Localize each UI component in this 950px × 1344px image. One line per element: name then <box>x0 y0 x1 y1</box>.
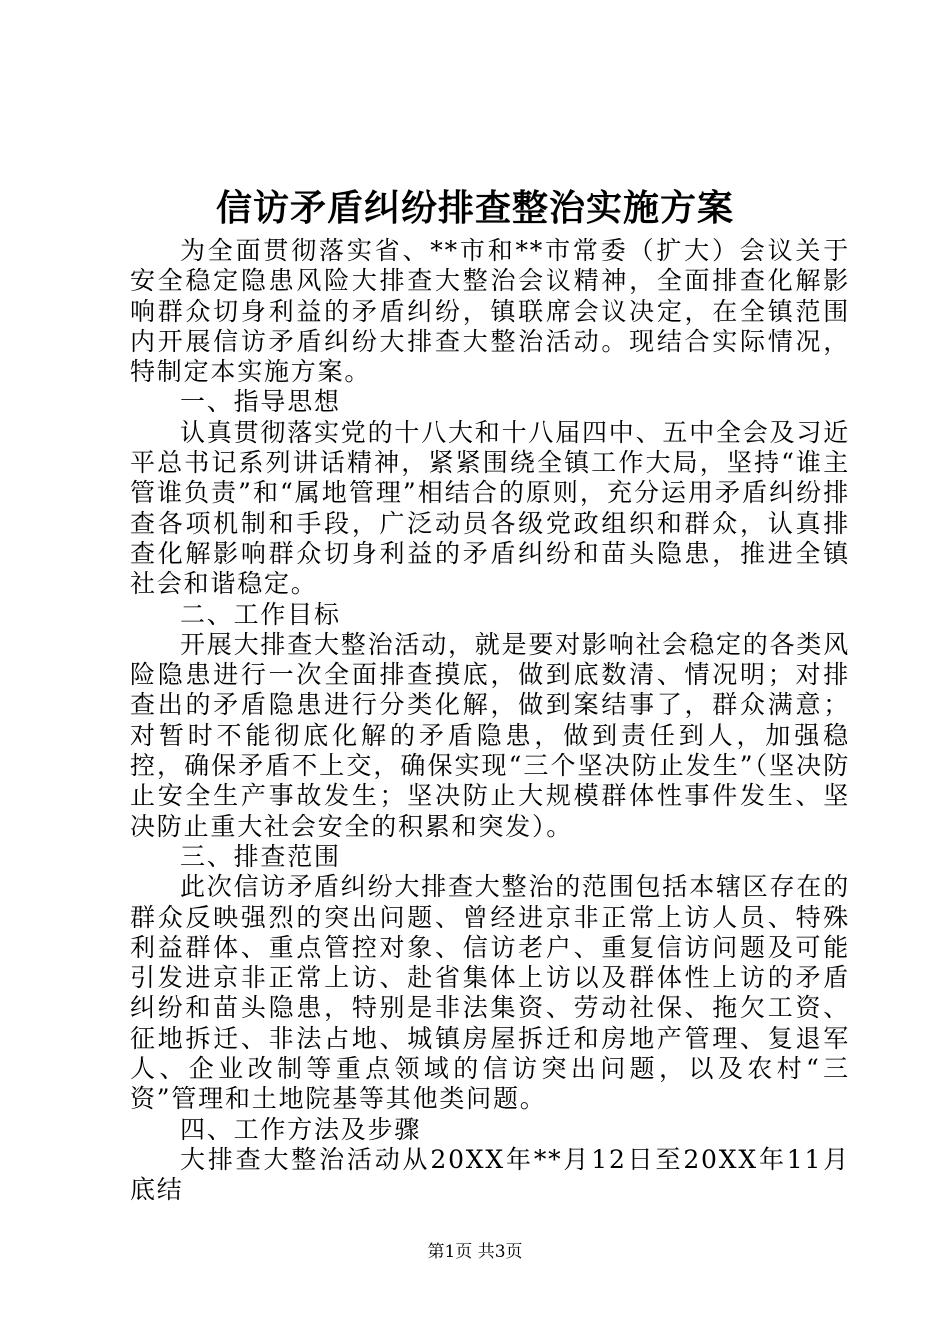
document-title: 信访矛盾纠纷排查整治实施方案 <box>215 187 734 229</box>
intro-paragraph: 为全面贯彻落实省、**市和**市常委（扩大）会议关于安全稳定隐患风险大排查大整治会议精神，全面排查化解影响群众切身利益的矛盾纠纷，镇联席会议决定，在全镇范围内开展信访矛盾纠纷大排查大整治活动。现结合实际情况，特制定本实施方案。 <box>130 236 850 387</box>
section-heading-guiding-ideology: 一、指导思想 <box>180 387 341 417</box>
section-heading-scope: 三、排查范围 <box>180 841 341 871</box>
section-heading-work-goals: 二、工作目标 <box>180 599 341 629</box>
section-heading-methods-steps: 四、工作方法及步骤 <box>180 1114 422 1144</box>
work-goals-paragraph: 开展大排查大整治活动，就是要对影响社会稳定的各类风险隐患进行一次全面排查摸底，做到底数清、情况明；对排查出的矛盾隐患进行分类化解，做到案结事了，群众满意；对暂时不能彻底化解的矛盾隐患，做到责任到人，加强稳控，确保矛盾不上交，确保实现“三个坚决防止发生”（坚决防止安全生产事故发生；坚决防止大规模群体性事件发生、坚决防止重大社会安全的积累和突发）。 <box>130 629 851 841</box>
guiding-ideology-paragraph: 认真贯彻落实党的十八大和十八届四中、五中全会及习近平总书记系列讲话精神，紧紧围绕全镇工作大局，坚持“谁主管谁负责”和“属地管理”相结合的原则，充分运用矛盾纠纷排查各项机制和手段，广泛动员各级党政组织和群众，认真排查化解影响群众切身利益的矛盾纠纷和苗头隐患，推进全镇社会和谐稳定。 <box>130 417 851 599</box>
methods-steps-paragraph: 大排查大整治活动从20XX年**月12日至20XX年11月底结 <box>130 1144 850 1205</box>
page-footer: 第1页 共3页 <box>427 1242 523 1262</box>
document-body <box>130 236 850 1206</box>
scope-paragraph: 此次信访矛盾纠纷大排查大整治的范围包括本辖区存在的群众反映强烈的突出问题、曾经进京非正常上访人员、特殊利益群体、重点管控对象、信访老户、重复信访问题及可能引发进京非正常上访、赴省集体上访以及群体性上访的矛盾纠纷和苗头隐患，特别是非法集资、劳动社保、拖欠工资、征地拆迁、非法占地、城镇房屋拆迁和房地产管理、复退军人、企业改制等重点领域的信访突出问题，以及农村“三资”管理和土地院基等其他类问题。 <box>130 872 851 1114</box>
